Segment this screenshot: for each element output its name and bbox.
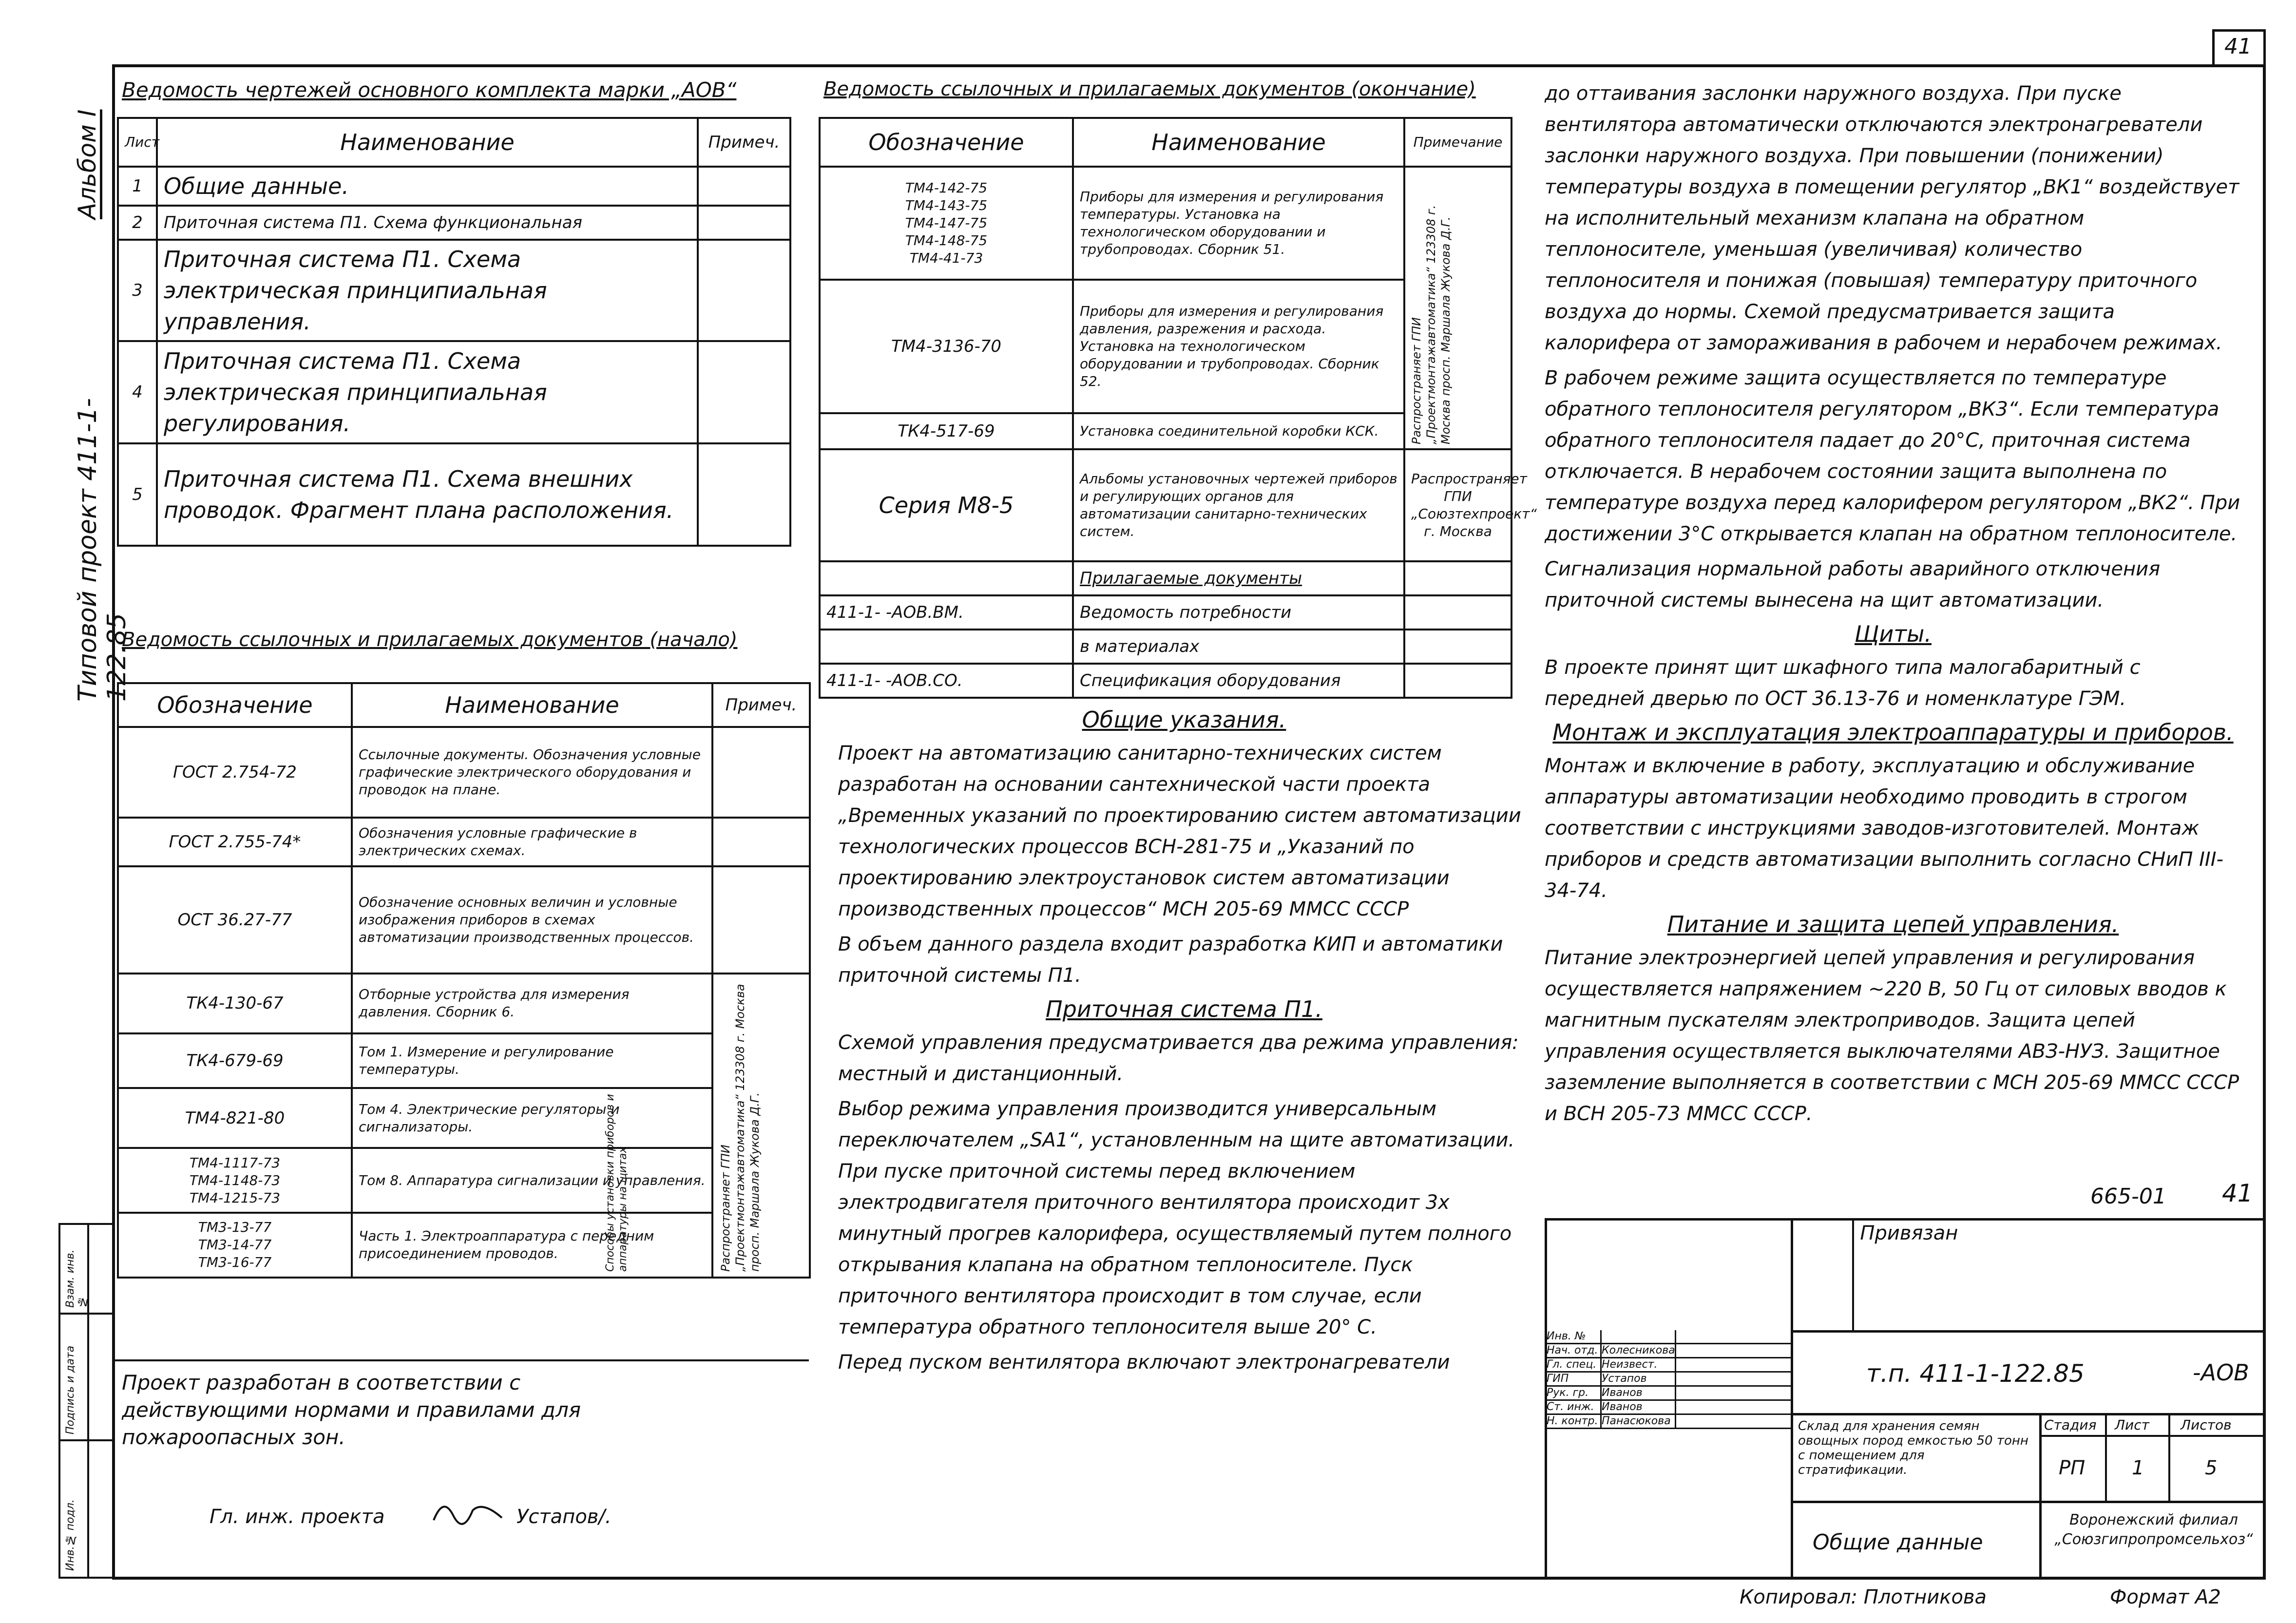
ref-code: ГОСТ 2.754-72: [118, 727, 352, 818]
general-heading: Общие указания.: [1082, 706, 1286, 733]
table-row: [118, 1033, 810, 1088]
ref-start-head-name: Наименование: [352, 683, 712, 727]
general-subheading: Приточная система П1.: [1046, 996, 1322, 1022]
table-row: [820, 595, 1512, 630]
right-p3: Сигнализация нормальной работы аварийного отключения приточной системы вынесена на щит автоматизации.: [1545, 558, 2161, 611]
table-row: [118, 866, 810, 974]
ref-end-name: Установка соединительной коробки КСК.: [1073, 413, 1404, 449]
table-row: [820, 630, 1512, 664]
ref-code: ТК4-130-67: [118, 974, 352, 1033]
roles-grid: [1545, 1330, 1791, 1429]
name: Панасюкова: [1602, 1415, 1676, 1428]
name: Иванов: [1602, 1387, 1676, 1399]
table-row: [118, 206, 790, 240]
ref-end-name: Ведомость потребности: [1073, 595, 1404, 630]
right-h-shield: Щиты.: [1855, 621, 1932, 647]
ref-name: Отборные устройства для измерения давления. Сборник 6.: [352, 974, 712, 1033]
right-h-mount: Монтаж и эксплуатация электроаппаратуры и приборов.: [1552, 719, 2234, 745]
table-row: [118, 341, 790, 443]
table-row: [118, 818, 810, 866]
ref-end-code: Серия М8-5: [820, 449, 1073, 561]
table-row: [820, 167, 1512, 280]
sheet-num: 5: [118, 443, 157, 546]
side-stamp-label-sign: Подпись и дата: [64, 1345, 77, 1434]
general-p2: В объем данного раздела входит разработка КИП и автоматики приточной системы П1.: [838, 933, 1503, 987]
role: Рук. гр.: [1545, 1387, 1602, 1399]
ref-start-side-note-1: Способы установки приборов и аппаратуры на щитах: [604, 1094, 629, 1272]
role: Инв. №: [1545, 1330, 1602, 1343]
role: Ст. инж.: [1545, 1401, 1602, 1413]
ref-start-title: Ведомость ссылочных и прилагаемых документов (начало): [122, 629, 738, 651]
sheet-num: 4: [118, 341, 157, 443]
ref-code: ГОСТ 2.755-74*: [118, 818, 352, 866]
table-row: [820, 449, 1512, 561]
name: Колесникова: [1602, 1344, 1676, 1357]
general-p3: Схемой управления предусматривается два режима управления: местный и дистанционный.: [838, 1031, 1519, 1085]
sheet-name: Общие данные.: [157, 167, 698, 206]
table-row: [118, 443, 790, 546]
ref-end-head-code: Обозначение: [820, 118, 1073, 167]
table-row: [118, 167, 790, 206]
role: Гл. спец.: [1545, 1358, 1602, 1371]
right-p6: Питание электроэнергией цепей управления и регулирования осуществляется напряжением ~220 В, 50 Гц от силовых вводов к магнитным пускателям электроприводов. Защита цепей управления осуществляется выключателями АВЗ-НУЗ. Защитное заземление выполняется в соответствии с МСН 205-69 ММСС СССР и ВСН 205-73 ММСС СССР.: [1545, 947, 2239, 1125]
doc-number-top: 665-01: [2090, 1184, 2166, 1209]
role: Нач. отд.: [1545, 1344, 1602, 1357]
sheet-name: Приточная система П1. Схема внешних проводок. Фрагмент плана расположения.: [157, 443, 698, 546]
side-stamp-label-orig: Инв.№ подл.: [64, 1499, 77, 1571]
ref-name: Обозначения условные графические в электрических схемах.: [352, 818, 712, 866]
table-row: [118, 974, 810, 1033]
table-row: [118, 1213, 810, 1278]
sheet-list-table: [117, 117, 791, 547]
signature-name: Устапов/.: [517, 1506, 612, 1528]
ref-name: Том 8. Аппаратура сигнализации и управления.: [352, 1148, 712, 1213]
ref-end-title: Ведомость ссылочных и прилагаемых документов (окончание): [823, 78, 1476, 100]
sheet-val: 1: [2132, 1457, 2144, 1479]
sheet-list-title: Ведомость чертежей основного комплекта марки „АОВ“: [122, 78, 737, 102]
organization: Воронежский филиал „Союзгипропромсельхоз“: [2054, 1511, 2253, 1548]
right-text-section: [1545, 78, 2241, 1133]
note-text: Проект разработан в соответствии с действующими нормами и правилами для пожароопасных зон.: [122, 1371, 581, 1449]
signature-mark: [429, 1491, 507, 1530]
ref-end-table: [819, 117, 1537, 699]
ref-end-code: 411-1- -АОВ.ВМ.: [820, 595, 1073, 630]
sheet-num: 1: [118, 167, 157, 206]
ref-code: ОСТ 36.27-77: [118, 866, 352, 974]
general-section: [838, 702, 1530, 1382]
table-row: [118, 727, 810, 818]
ref-code: ТК4-679-69: [118, 1033, 352, 1088]
name: Устапов: [1602, 1373, 1676, 1385]
format-label: Формат А2: [2110, 1586, 2221, 1608]
ref-end-head-name: Наименование: [1073, 118, 1404, 167]
signature-label: Гл. инж. проекта: [210, 1506, 385, 1528]
ref-end-note-2: Распространяет ГПИ „Союзтехпроект“ г. Москва: [1404, 449, 1512, 561]
name: Иванов: [1602, 1401, 1676, 1413]
ref-start-head-code: Обозначение: [118, 683, 352, 727]
sheet-num: 2: [118, 206, 157, 240]
role: Н. контр.: [1545, 1415, 1602, 1428]
ref-end-code: ТМ4-3136-70: [820, 280, 1073, 413]
sheet-name: Общие данные: [1813, 1530, 1983, 1555]
corner-number: 41: [2224, 34, 2252, 59]
right-p4: В проекте принят щит шкафного типа малогабаритный с передней дверью по ОСТ 36.13-76 и номенклатуре ГЭМ.: [1545, 656, 2141, 710]
ref-end-name: Прилагаемые документы: [1073, 561, 1404, 595]
ref-code: ТМ3-13-77 ТМ3-14-77 ТМ3-16-77: [118, 1213, 352, 1278]
ref-start-head-note: Примеч.: [712, 683, 810, 727]
general-p5: Перед пуском вентилятора включают электронагреватели: [838, 1351, 1450, 1374]
ref-end-code: ТК4-517-69: [820, 413, 1073, 449]
ref-name: Том 4. Электрические регуляторы и сигнализаторы.: [352, 1088, 712, 1148]
ref-start-table: [117, 682, 811, 1279]
title-object: Склад для хранения семян овощных пород емкостью 50 тонн с помещением для стратификации.: [1798, 1419, 2028, 1477]
ref-end-name: Спецификация оборудования: [1073, 664, 1404, 698]
ref-end-name: Приборы для измерения и регулирования давления, разрежения и расхода. Установка на технологическом оборудовании и трубопроводах. Сборник 52.: [1073, 280, 1404, 413]
ref-end-code: 411-1- -АОВ.СО.: [820, 664, 1073, 698]
ref-name: Ссылочные документы. Обозначения условные графические электрического оборудования и проводок на плане.: [352, 727, 712, 818]
right-p1: до оттаивания заслонки наружного воздуха. При пуске вентилятора автоматически отключаются электронагреватели заслонки наружного воздуха. При повышении (понижении) температуры воздуха в помещении регулятор „ВК1“ воздействует на исполнительный механизм клапана на обратном теплоносителе, уменьшая (увеличивая) количество теплоносителя и понижая (повышая) температуру приточного воздуха до нормы. Схемой предусматривается защита калорифера от замораживания в рабочем и нерабочем режимах.: [1545, 82, 2239, 354]
right-p5: Монтаж и включение в работу, эксплуатацию и обслуживание аппаратуры автоматизации необходимо проводить в строгом соответствии с инструкциями заводов-изготовителей. Монтаж приборов и средств автоматизации выполнить согласно СНиП III-34-74.: [1545, 755, 2223, 902]
ref-end-name: Альбомы установочных чертежей приборов и регулирующих органов для автоматизации санитарно-технических систем.: [1073, 449, 1404, 561]
ref-name: Том 1. Измерение и регулирование температуры.: [352, 1033, 712, 1088]
side-stamp-label-inv: Взам. инв. №: [64, 1249, 89, 1308]
sheet-list-head-num: Лист: [118, 118, 157, 167]
name: [1602, 1330, 1676, 1343]
sheet-number-top: 41: [2222, 1179, 2253, 1207]
role: ГИП: [1545, 1373, 1602, 1385]
note-block: [112, 1359, 809, 1361]
sheet-name: Приточная система П1. Схема электрическая принципиальная регулирования.: [157, 341, 698, 443]
ref-end-head-note: Примечание: [1404, 118, 1512, 167]
sheet-list-head-note: Примеч.: [698, 118, 790, 167]
table-row: [820, 561, 1512, 595]
sheets-val: 5: [2205, 1457, 2218, 1479]
table-row: [820, 664, 1512, 698]
title-code: т.п. 411-1-122.85: [1866, 1359, 2085, 1388]
table-row: [118, 240, 790, 341]
ref-end-note-1: Распространяет ГПИ „Проектмонтажавтоматика“ 123308 г. Москва просп. Маршала Жукова Д.Г.: [1410, 205, 1453, 444]
title-mark: -АОВ: [2193, 1359, 2249, 1386]
sheet-num: 3: [118, 240, 157, 341]
sheet-name: Приточная система П1. Схема электрическая принципиальная управления.: [157, 240, 698, 341]
ref-end-name: Приборы для измерения и регулирования температуры. Установка на технологическом оборудовании и трубопроводах. Сборник 51.: [1073, 167, 1404, 280]
name: Неизвест.: [1602, 1358, 1676, 1371]
stage-val: РП: [2059, 1457, 2086, 1479]
ref-end-name: в материалах: [1073, 630, 1404, 664]
ref-code: ТМ4-1117-73 ТМ4-1148-73 ТМ4-1215-73: [118, 1148, 352, 1213]
sheet-head: Лист: [2115, 1417, 2149, 1433]
side-stamp: [58, 1223, 112, 1579]
sheet-name: Приточная система П1. Схема функциональная: [157, 206, 698, 240]
right-h-power: Питание и защита цепей управления.: [1667, 911, 2119, 937]
general-p1: Проект на автоматизацию санитарно-технических систем разработан на основании сантехнической части проекта „Временных указаний по проектированию систем автоматизации технологических процессов ВСН-281-75 и „Указаний по проектированию электроустановок систем автоматизации производственных процессов“ МСН 205-69 ММСС СССР: [838, 742, 1521, 920]
ref-start-side-note-2: Распространяет ГПИ „Проектмонтажавтоматика“ 123308 г. Москва просп. Маршала Жукова Д.Г.: [719, 984, 762, 1272]
ref-name: Обозначение основных величин и условные изображения приборов в схемах автоматизации производственных процессов.: [352, 866, 712, 974]
ref-name: Часть 1. Электроаппаратура с передним присоединением проводов.: [352, 1213, 712, 1278]
ref-code: ТМ4-821-80: [118, 1088, 352, 1148]
general-p4: Выбор режима управления производится универсальным переключателем „SA1“, установленным на щите автоматизации. При пуске приточной системы перед включением электродвигателя приточного вентилятора происходит 3х минутный прогрев калорифера, осуществляемый путем полного открывания клапана на обратном теплоносителе. Пуск приточного вентилятора происходит в том случае, если температура обратного теплоносителя выше 20° С.: [838, 1098, 1515, 1338]
ref-end-code: ТМ4-142-75 ТМ4-143-75 ТМ4-147-75 ТМ4-148-75 ТМ4-41-73: [820, 167, 1073, 280]
copied-by: Копировал: Плотникова: [1740, 1586, 1987, 1608]
sheet-list-head-name: Наименование: [157, 118, 698, 167]
sheets-head: Листов: [2181, 1417, 2232, 1433]
table-row: [118, 1088, 810, 1148]
privyazan: Привязан: [1853, 1219, 2265, 1331]
side-title: Типовой проект 411-1-122.85: [73, 398, 132, 702]
right-p2: В рабочем режиме защита осуществляется по температуре обратного теплоносителя регулятором „ВК3“. Если температура обратного теплоносителя падает до 20°С, приточная система отключается. В нерабочем состоянии защита выполнена по температуре воздуха перед калорифером регулятором „ВК2“. При достижении 3°С открывается клапан на обратном теплоносителе.: [1545, 367, 2240, 545]
album-label: Альбом I: [73, 109, 101, 219]
stage-head: Стадия: [2044, 1417, 2097, 1433]
table-row: [118, 1148, 810, 1213]
